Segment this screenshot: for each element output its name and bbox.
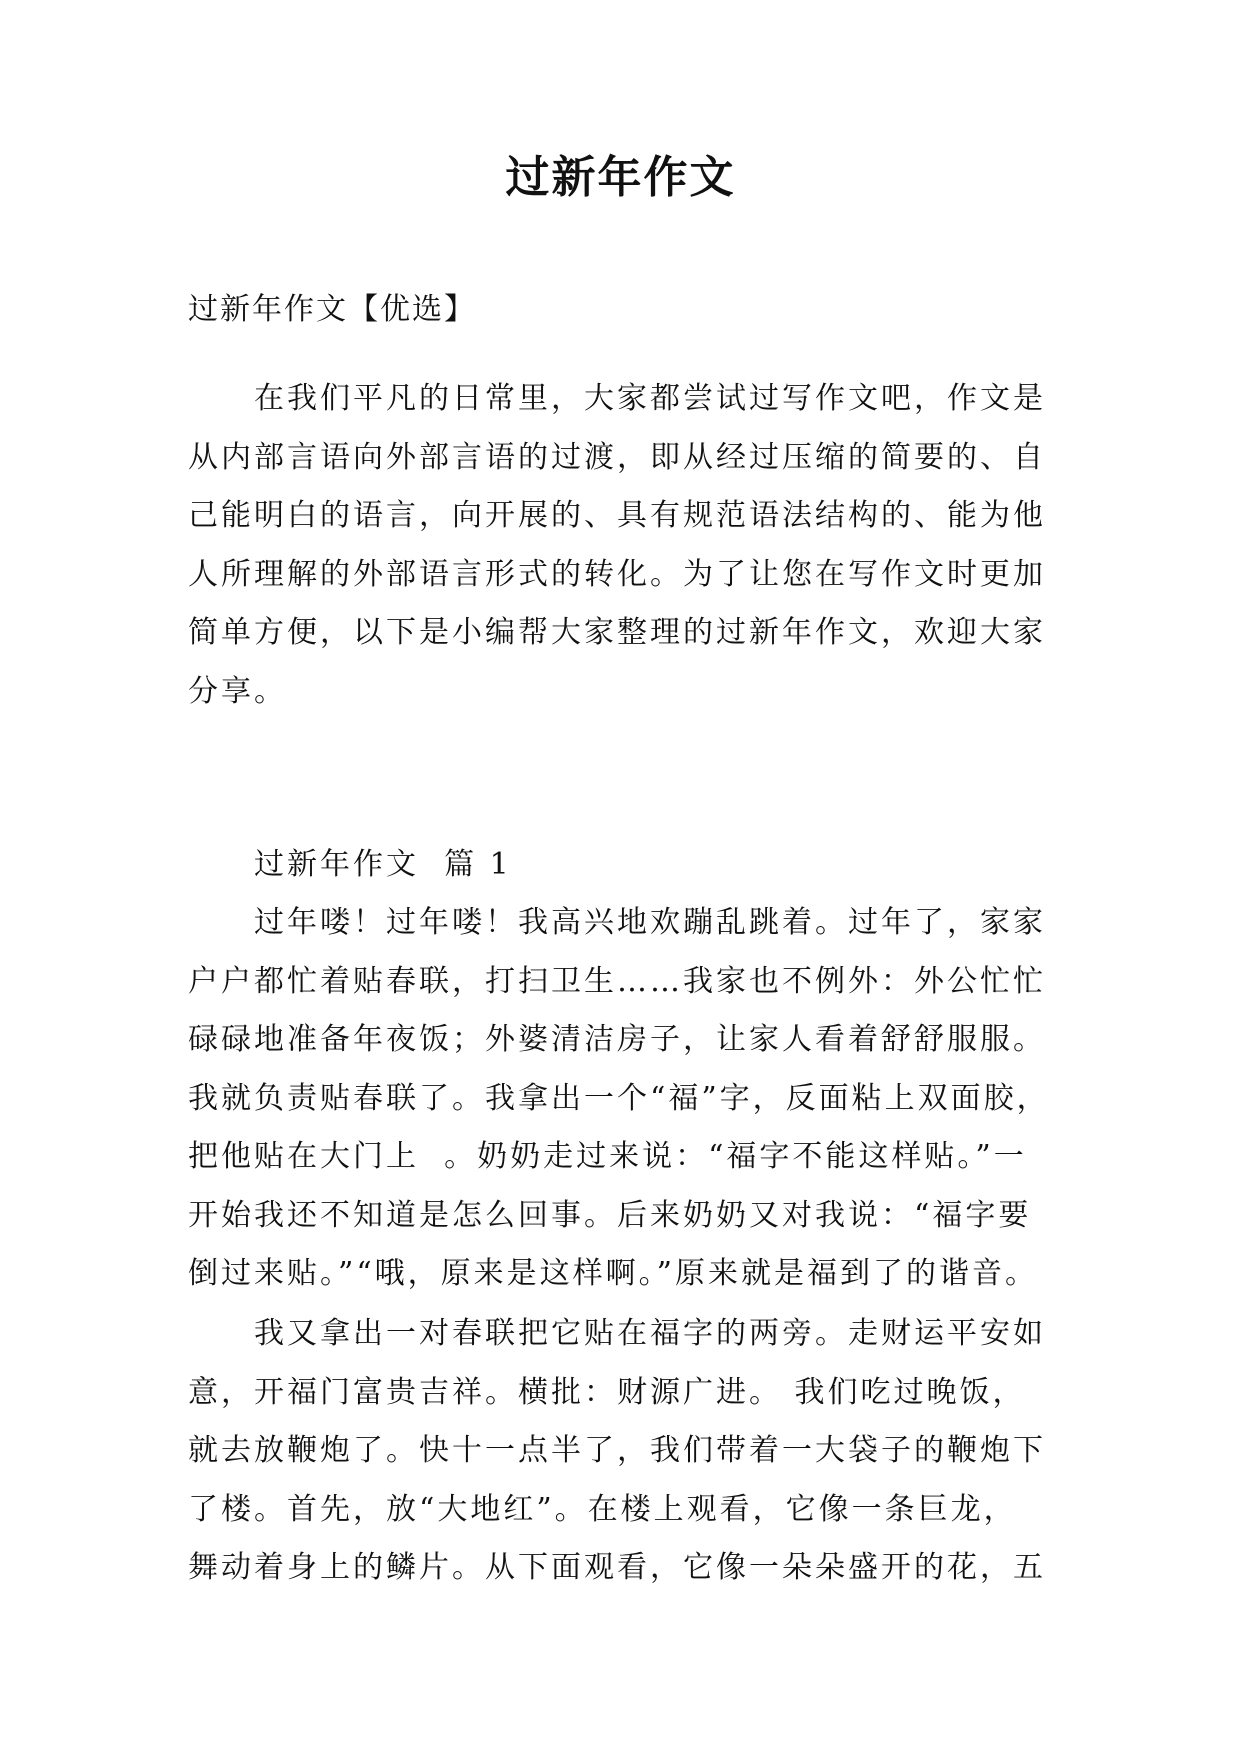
paragraph-line: 倒过来贴。”“哦，原来是这样啊。”原来就是福到了的谐音。 [188, 1256, 1039, 1291]
paragraph-1 [188, 894, 1068, 1304]
document-subtitle: 过新年作文【优选】 [188, 292, 476, 327]
paragraph-line: 就去放鞭炮了。快十一点半了，我们带着一大袋子的鞭炮下 [188, 1433, 1046, 1468]
paragraph-line: 意，开福门富贵吉祥。横批：财源广进。 我们吃过晚饭， [188, 1374, 1026, 1410]
document-title: 过新年作文 [505, 152, 736, 203]
paragraph-line: 户户都忙着贴春联，打扫卫生……我家也不例外：外公忙忙 [188, 963, 1046, 999]
paragraph-line: 我又拿出一对春联把它贴在福字的两旁。走财运平安如 [254, 1316, 1046, 1351]
section-heading: 过新年作文 篇 1 [254, 847, 512, 882]
intro-line: 分享。 [188, 673, 287, 709]
section-heading-block [188, 836, 1068, 895]
intro-line: 在我们平凡的日常里，大家都尝试过写作文吧，作文是 [254, 381, 1046, 416]
paragraph-line: 开始我还不知道是怎么回事。后来奶奶又对我说：“福字要 [188, 1197, 1032, 1233]
intro-line: 人所理解的外部语言形式的转化。为了让您在写作文时更加 [188, 556, 1046, 592]
intro-line: 简单方便，以下是小编帮大家整理的过新年作文，欢迎大家 [188, 615, 1046, 650]
paragraph-line: 碌碌地准备年夜饭；外婆清洁房子，让家人看着舒舒服服。 [188, 1022, 1046, 1057]
intro-line: 己能明白的语言，向开展的、具有规范语法结构的、能为他 [188, 498, 1046, 533]
paragraph-line: 把他贴在大门上 。奶奶走过来说：“福字不能这样贴。”一 [188, 1139, 1027, 1174]
paragraph-2 [188, 1305, 1068, 1598]
paragraph-line: 过年喽！过年喽！我高兴地欢蹦乱跳着。过年了，家家 [254, 905, 1046, 940]
intro-line: 从内部言语向外部言语的过渡，即从经过压缩的简要的、自 [188, 439, 1046, 475]
intro-paragraph [188, 370, 1068, 721]
paragraph-line: 了楼。首先，放“大地红”。在楼上观看，它像一条巨龙， [188, 1491, 1017, 1527]
paragraph-line: 舞动着身上的鳞片。从下面观看，它像一朵朵盛开的花，五 [188, 1550, 1046, 1585]
paragraph-line: 我就负责贴春联了。我拿出一个“福”字，反面粘上双面胶， [188, 1080, 1050, 1116]
